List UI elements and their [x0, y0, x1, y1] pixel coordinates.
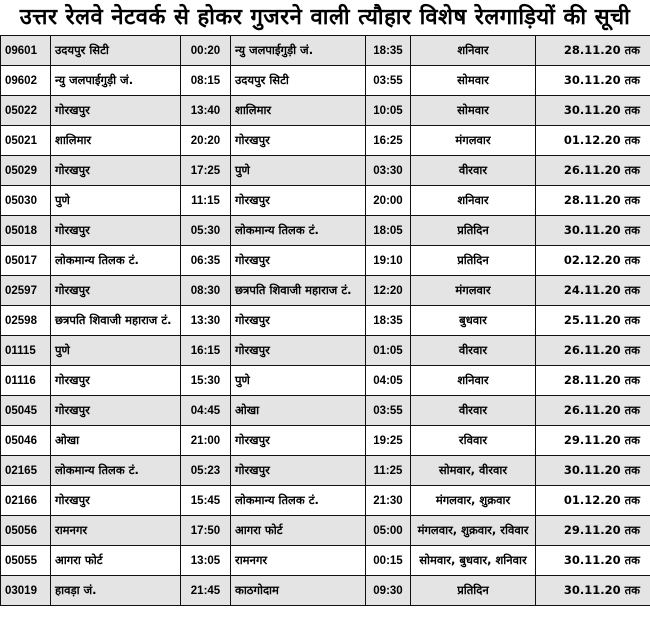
valid-until: 30.11.20 तक: [536, 546, 650, 576]
valid-until: 29.11.20 तक: [536, 426, 650, 456]
table-row: [1, 126, 650, 156]
origin-station: गोरखपुर: [51, 156, 181, 186]
table-row: [1, 546, 650, 576]
valid-until: 26.11.20 तक: [536, 396, 650, 426]
destination-station: गोरखपुर: [231, 186, 366, 216]
run-days: मंगलवार: [411, 276, 536, 306]
origin-station: आगरा फोर्ट: [51, 546, 181, 576]
train-number: 05056: [1, 516, 51, 546]
run-days: सोमवार, बुधवार, शनिवार: [411, 546, 536, 576]
valid-until: 30.11.20 तक: [536, 216, 650, 246]
table-row: [1, 456, 650, 486]
table-row: [1, 216, 650, 246]
destination-station: रामनगर: [231, 546, 366, 576]
train-number: 01116: [1, 366, 51, 396]
origin-station: छत्रपति शिवाजी महाराज टं.: [51, 306, 181, 336]
departure-time: 15:30: [181, 366, 231, 396]
origin-station: पुणे: [51, 186, 181, 216]
origin-station: रामनगर: [51, 516, 181, 546]
run-days: सोमवार, वीरवार: [411, 456, 536, 486]
table-row: [1, 336, 650, 366]
destination-station: गोरखपुर: [231, 126, 366, 156]
table-row: [1, 276, 650, 306]
valid-until: 24.11.20 तक: [536, 276, 650, 306]
valid-until: 26.11.20 तक: [536, 336, 650, 366]
train-number: 05021: [1, 126, 51, 156]
run-days: बुधवार: [411, 306, 536, 336]
arrival-time: 05:00: [366, 516, 411, 546]
valid-until: 30.11.20 तक: [536, 96, 650, 126]
origin-station: गोरखपुर: [51, 396, 181, 426]
run-days: सोमवार: [411, 66, 536, 96]
train-number: 05017: [1, 246, 51, 276]
departure-time: 21:00: [181, 426, 231, 456]
departure-time: 05:23: [181, 456, 231, 486]
departure-time: 11:15: [181, 186, 231, 216]
origin-station: उदयपुर सिटी: [51, 36, 181, 66]
train-number: 01115: [1, 336, 51, 366]
departure-time: 15:45: [181, 486, 231, 516]
arrival-time: 03:55: [366, 396, 411, 426]
run-days: वीरवार: [411, 336, 536, 366]
train-number: 05018: [1, 216, 51, 246]
destination-station: काठगोदाम: [231, 576, 366, 606]
arrival-time: 19:10: [366, 246, 411, 276]
valid-until: 29.11.20 तक: [536, 516, 650, 546]
origin-station: न्यु जलपाईगुड़ी जं.: [51, 66, 181, 96]
departure-time: 21:45: [181, 576, 231, 606]
valid-until: 02.12.20 तक: [536, 246, 650, 276]
valid-until: 30.11.20 तक: [536, 456, 650, 486]
valid-until: 01.12.20 तक: [536, 486, 650, 516]
destination-station: न्यु जलपाईगुड़ी जं.: [231, 36, 366, 66]
destination-station: उदयपुर सिटी: [231, 66, 366, 96]
table-row: [1, 516, 650, 546]
departure-time: 13:05: [181, 546, 231, 576]
destination-station: लोकमान्य तिलक टं.: [231, 486, 366, 516]
train-number: 05029: [1, 156, 51, 186]
departure-time: 13:40: [181, 96, 231, 126]
train-number: 05022: [1, 96, 51, 126]
table-row: [1, 66, 650, 96]
arrival-time: 10:05: [366, 96, 411, 126]
departure-time: 17:50: [181, 516, 231, 546]
table-row: [1, 486, 650, 516]
arrival-time: 00:15: [366, 546, 411, 576]
arrival-time: 09:30: [366, 576, 411, 606]
run-days: सोमवार: [411, 96, 536, 126]
valid-until: 30.11.20 तक: [536, 576, 650, 606]
table-row: [1, 96, 650, 126]
destination-station: गोरखपुर: [231, 426, 366, 456]
departure-time: 08:30: [181, 276, 231, 306]
run-days: रविवार: [411, 426, 536, 456]
run-days: शनिवार: [411, 186, 536, 216]
arrival-time: 12:20: [366, 276, 411, 306]
run-days: शनिवार: [411, 36, 536, 66]
arrival-time: 21:30: [366, 486, 411, 516]
table-row: [1, 366, 650, 396]
train-number: 03019: [1, 576, 51, 606]
departure-time: 17:25: [181, 156, 231, 186]
origin-station: ओखा: [51, 426, 181, 456]
departure-time: 05:30: [181, 216, 231, 246]
departure-time: 06:35: [181, 246, 231, 276]
table-row: [1, 36, 650, 66]
destination-station: गोरखपुर: [231, 306, 366, 336]
destination-station: आगरा फोर्ट: [231, 516, 366, 546]
page-title: उत्तर रेलवे नेटवर्क से होकर गुजरने वाली त्यौहार विशेष रेलगाड़ियों की सूची: [19, 5, 631, 30]
destination-station: शालिमार: [231, 96, 366, 126]
destination-station: ओखा: [231, 396, 366, 426]
origin-station: गोरखपुर: [51, 486, 181, 516]
departure-time: 13:30: [181, 306, 231, 336]
train-number: 09601: [1, 36, 51, 66]
arrival-time: 03:55: [366, 66, 411, 96]
destination-station: पुणे: [231, 156, 366, 186]
train-number: 02166: [1, 486, 51, 516]
destination-station: छत्रपति शिवाजी महाराज टं.: [231, 276, 366, 306]
origin-station: गोरखपुर: [51, 96, 181, 126]
origin-station: लोकमान्य तिलक टं.: [51, 456, 181, 486]
valid-until: 28.11.20 तक: [536, 186, 650, 216]
arrival-time: 20:00: [366, 186, 411, 216]
train-number: 05045: [1, 396, 51, 426]
run-days: प्रतिदिन: [411, 246, 536, 276]
destination-station: गोरखपुर: [231, 456, 366, 486]
table-row: [1, 396, 650, 426]
origin-station: शालिमार: [51, 126, 181, 156]
run-days: वीरवार: [411, 156, 536, 186]
table-row: [1, 186, 650, 216]
departure-time: 00:20: [181, 36, 231, 66]
table-row: [1, 246, 650, 276]
run-days: मंगलवार: [411, 126, 536, 156]
run-days: प्रतिदिन: [411, 216, 536, 246]
origin-station: हावड़ा जं.: [51, 576, 181, 606]
train-schedule-table: [0, 35, 650, 606]
train-number: 02597: [1, 276, 51, 306]
departure-time: 04:45: [181, 396, 231, 426]
run-days: शनिवार: [411, 366, 536, 396]
valid-until: 28.11.20 तक: [536, 36, 650, 66]
arrival-time: 01:05: [366, 336, 411, 366]
table-row: [1, 306, 650, 336]
arrival-time: 18:35: [366, 306, 411, 336]
table-row: [1, 426, 650, 456]
departure-time: 16:15: [181, 336, 231, 366]
valid-until: 28.11.20 तक: [536, 366, 650, 396]
origin-station: पुणे: [51, 336, 181, 366]
run-days: प्रतिदिन: [411, 576, 536, 606]
arrival-time: 03:30: [366, 156, 411, 186]
train-number: 05046: [1, 426, 51, 456]
arrival-time: 18:35: [366, 36, 411, 66]
origin-station: गोरखपुर: [51, 276, 181, 306]
arrival-time: 16:25: [366, 126, 411, 156]
destination-station: गोरखपुर: [231, 246, 366, 276]
arrival-time: 18:05: [366, 216, 411, 246]
table-row: [1, 156, 650, 186]
valid-until: 26.11.20 तक: [536, 156, 650, 186]
origin-station: लोकमान्य तिलक टं.: [51, 246, 181, 276]
table-row: [1, 576, 650, 606]
arrival-time: 11:25: [366, 456, 411, 486]
origin-station: गोरखपुर: [51, 216, 181, 246]
train-number: 05055: [1, 546, 51, 576]
departure-time: 20:20: [181, 126, 231, 156]
arrival-time: 19:25: [366, 426, 411, 456]
arrival-time: 04:05: [366, 366, 411, 396]
departure-time: 08:15: [181, 66, 231, 96]
destination-station: पुणे: [231, 366, 366, 396]
train-number: 02598: [1, 306, 51, 336]
run-days: मंगलवार, शुक्रवार: [411, 486, 536, 516]
train-number: 02165: [1, 456, 51, 486]
valid-until: 01.12.20 तक: [536, 126, 650, 156]
valid-until: 30.11.20 तक: [536, 66, 650, 96]
train-number: 05030: [1, 186, 51, 216]
run-days: मंगलवार, शुक्रवार, रविवार: [411, 516, 536, 546]
train-number: 09602: [1, 66, 51, 96]
origin-station: गोरखपुर: [51, 366, 181, 396]
destination-station: लोकमान्य तिलक टं.: [231, 216, 366, 246]
run-days: वीरवार: [411, 396, 536, 426]
destination-station: गोरखपुर: [231, 336, 366, 366]
valid-until: 25.11.20 तक: [536, 306, 650, 336]
